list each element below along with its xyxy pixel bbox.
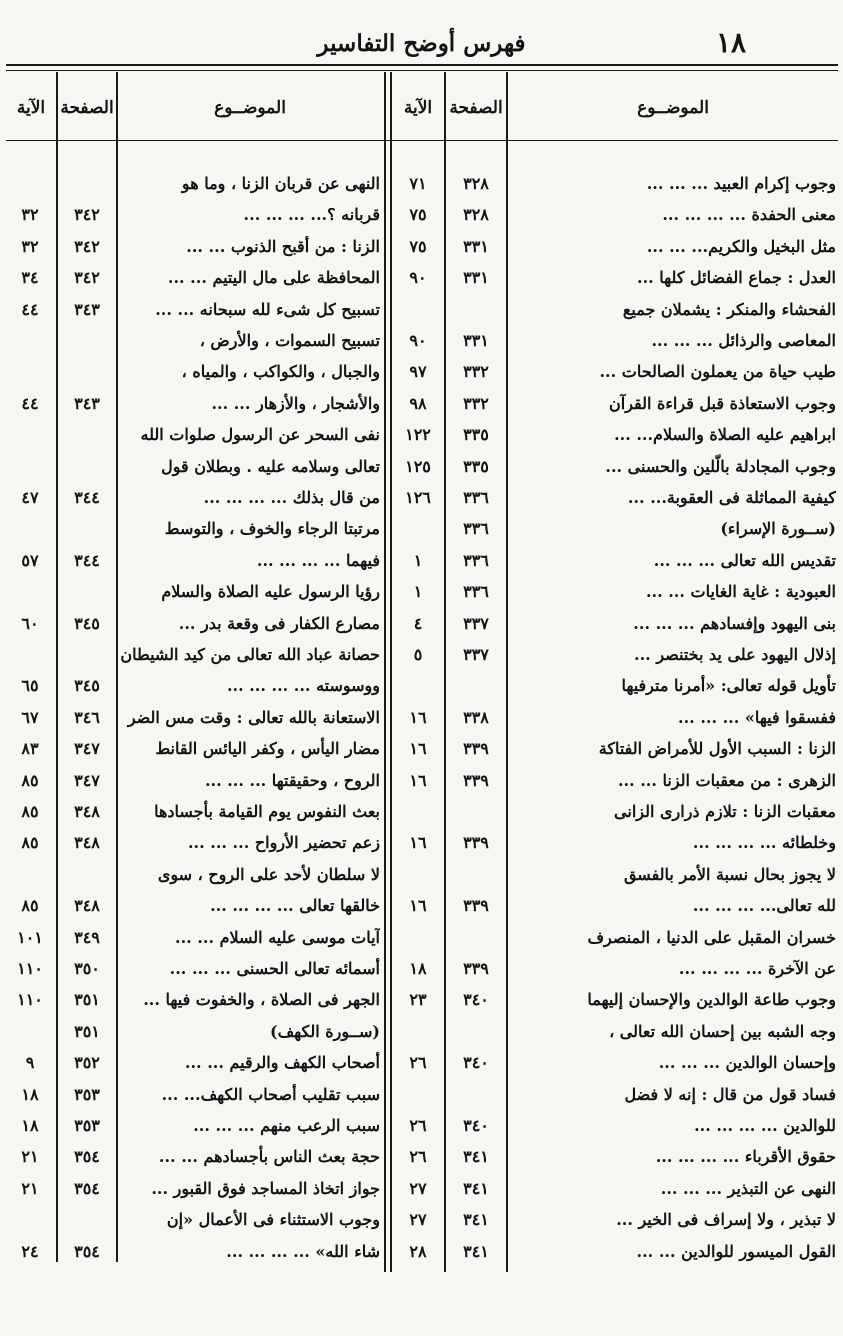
- index-entry-verse: ١٨: [21, 1084, 39, 1104]
- index-entry-page: ٣٤٩: [74, 927, 100, 947]
- index-entry-verse: [392, 670, 444, 702]
- index-entry-verse: [4, 356, 56, 388]
- index-entry-verse: [4, 168, 56, 200]
- index-entry-verse: [4, 1204, 56, 1236]
- index-entry-page: ٣٥٤: [74, 1147, 100, 1167]
- index-entry-page: ٣٣٦: [463, 488, 489, 507]
- index-entry-verse: ٢٧: [409, 1178, 427, 1198]
- index-entry-topic: مضار اليأس ، وكفر اليائس القانط: [155, 739, 380, 759]
- index-entry-page: ٣٥٤: [74, 1241, 100, 1261]
- index-entry-verse: [392, 513, 444, 545]
- index-entry-page: ٣٥٤: [74, 1178, 100, 1198]
- index-entry-verse: [4, 451, 56, 483]
- index-entry-topic: للوالدين ... ... ... ...: [694, 1116, 836, 1135]
- index-entry-verse: ٤٤: [21, 299, 39, 319]
- index-entry-verse: ٢١: [21, 1178, 39, 1198]
- index-entry-topic: تأويل قوله تعالى: «أمرنا مترفيها: [621, 676, 836, 696]
- index-entry-topic: والأشجار ، والأزهار ... ...: [211, 393, 380, 413]
- index-entry-topic: المعاصى والرذائل ... ... ...: [651, 331, 836, 350]
- index-entry-topic: زعم تحضير الأرواح ... ... ...: [187, 833, 380, 853]
- index-entry-page: ٣٣٩: [463, 896, 489, 916]
- index-entry-topic: معقبات الزنا : تلازم ذرارى الزانى: [614, 802, 836, 821]
- index-entry-page: [58, 356, 116, 388]
- index-entry-topic: الروح ، وحقيقتها ... ... ...: [204, 770, 380, 790]
- index-entry-verse: ٩٠: [409, 268, 427, 288]
- index-entry-topic: سبب الرعب منهم ... ... ...: [193, 1116, 380, 1135]
- index-entry-verse: ١٨: [409, 959, 427, 978]
- index-entry-page: [58, 576, 116, 608]
- index-entry-page: ٣٤٦: [74, 707, 100, 727]
- index-entry-topic: فيهما ... ... ... ...: [256, 550, 380, 570]
- index-entry-topic: العدل : جماع الفضائل كلها ...: [637, 268, 836, 288]
- index-entry-verse: ٥٧: [21, 550, 39, 570]
- index-entry-page: [446, 670, 506, 702]
- page-header: [0, 22, 843, 62]
- index-entry-verse: ٢٨: [409, 1241, 427, 1261]
- index-entry-page: ٣٤٨: [74, 802, 100, 821]
- index-entry-page: ٣٣٦: [463, 550, 489, 570]
- index-entry-page: [58, 451, 116, 483]
- index-entry-topic: حقوق الأقرباء ... ... ... ...: [655, 1147, 836, 1167]
- index-entry-topic: عن الآخرة ... ... ... ...: [678, 959, 836, 978]
- index-entry-page: ٣٣٥: [463, 425, 489, 445]
- index-entry-topic: مصارع الكفار فى وقعة بدر ...: [178, 613, 380, 633]
- index-entry-verse: ٩٨: [409, 393, 427, 413]
- index-entry-topic: وجوب الاستعاذة قبل قراءة القرآن: [609, 393, 836, 413]
- index-entry-topic: ووسوسته ... ... ... ...: [226, 676, 380, 696]
- index-entry-topic: نفى السحر عن الرسول صلوات الله: [140, 425, 380, 445]
- index-entry-page: ٣٣٧: [463, 613, 489, 633]
- index-entry-page: ٣٣٩: [463, 739, 489, 759]
- index-entry-verse: ١٨: [21, 1116, 39, 1135]
- index-entry-topic: لله تعالى... ... ... ...: [692, 896, 836, 916]
- index-entry-page: ٣٤١: [463, 1241, 489, 1261]
- index-entry-topic: النهى عن التبذير ... ... ...: [660, 1178, 836, 1198]
- index-entry-topic: (ســورة الإسراء): [720, 519, 836, 539]
- index-entry-topic: قربانه ؟... ... ... ...: [243, 205, 380, 225]
- index-entry-page: ٣٥١: [74, 990, 100, 1010]
- index-entry-page: [58, 168, 116, 200]
- index-entry-page: ٣٤٢: [74, 205, 100, 225]
- top-rule: [6, 64, 838, 66]
- index-entry-verse: ٢١: [21, 1147, 39, 1167]
- right-header-topic: الموضــوع: [637, 98, 709, 118]
- index-entry-page: ٣٤١: [463, 1147, 489, 1167]
- index-entry-page: ٣٣٥: [463, 456, 489, 476]
- index-entry-verse: [4, 859, 56, 891]
- index-entry-verse: ٢٧: [409, 1210, 427, 1230]
- index-entry-topic: القول الميسور للوالدين ... ...: [636, 1241, 836, 1261]
- index-entry-verse: [4, 325, 56, 357]
- index-entry-topic: الزنا : من أقبح الذنوب ... ...: [186, 236, 380, 256]
- index-entry-topic: الجهر فى الصلاة ، والخفوت فيها ...: [143, 990, 380, 1010]
- index-entry-verse: ٨٥: [21, 770, 39, 790]
- index-entry-topic: والجبال ، والكواكب ، والمياه ،: [181, 362, 380, 382]
- index-entry-topic: الفحشاء والمنكر : يشملان جميع: [622, 299, 836, 319]
- index-entry-topic: أصحاب الكهف والرقيم ... ...: [184, 1053, 380, 1073]
- index-entry-verse: [4, 513, 56, 545]
- index-entry-topic: المحافظة على مال اليتيم ... ...: [167, 268, 380, 288]
- index-entry-topic: مثل البخيل والكريم... ... ...: [646, 236, 836, 256]
- index-entry-topic: حصانة عباد الله تعالى من كيد الشيطان: [120, 645, 380, 664]
- index-entry-verse: ١٦: [409, 707, 427, 727]
- right-header-verse: الآية: [403, 98, 433, 118]
- page-number: ١٨: [716, 26, 747, 59]
- index-entry-page: ٣٣٩: [463, 959, 489, 978]
- index-entry-topic: من قال بذلك ... ... ... ...: [203, 488, 380, 507]
- index-entry-verse: ٢٦: [409, 1116, 427, 1135]
- index-entry-verse: ١٦: [409, 739, 427, 759]
- index-entry-page: ٣٤٠: [463, 990, 489, 1010]
- index-entry-topic: وإحسان الوالدين ... ... ...: [658, 1053, 836, 1073]
- index-entry-page: ٣٣٦: [463, 519, 489, 539]
- index-entry-verse: ٨٥: [21, 802, 39, 821]
- index-entry-page: ٣٤٤: [74, 488, 100, 507]
- index-entry-page: ٣٥٠: [74, 959, 100, 978]
- index-entry-verse: [4, 639, 56, 671]
- index-entry-page: ٣٢٨: [463, 174, 489, 193]
- index-entry-topic: فساد قول من قال : إنه لا فضل: [624, 1084, 836, 1104]
- index-entry-verse: [4, 576, 56, 608]
- index-entry-verse: ١: [413, 582, 423, 602]
- top-rule-inner: [6, 70, 838, 71]
- index-entry-page: ٣٥٣: [74, 1084, 100, 1104]
- left-header-topic: الموضــوع: [214, 98, 286, 118]
- index-entry-page: ٣٣٦: [463, 582, 489, 602]
- index-entry-topic: تسبيح السموات ، والأرض ،: [199, 331, 380, 350]
- index-entry-topic: وجوب المجادلة بالّلين والحسنى ...: [605, 456, 836, 476]
- index-entry-verse: ٨٥: [21, 896, 39, 916]
- index-entry-verse: ٨٥: [21, 833, 39, 853]
- index-entry-topic: خسران المقبل على الدنيا ، المنصرف: [587, 927, 836, 947]
- index-entry-page: [58, 1204, 116, 1236]
- index-entry-verse: ٢٣: [409, 990, 427, 1010]
- index-entry-topic: تسبيح كل شىء لله سبحانه ... ...: [155, 299, 380, 319]
- index-entry-page: ٣٤٣: [74, 299, 100, 319]
- index-entry-page: ٣٤٠: [463, 1053, 489, 1073]
- index-entry-topic: الزنا : السبب الأول للأمراض الفتاكة: [598, 739, 836, 759]
- index-entry-verse: ١: [413, 550, 423, 570]
- index-entry-verse: ٣٤: [21, 268, 39, 288]
- index-entry-verse: ٩٧: [409, 362, 427, 382]
- index-entry-verse: ٨٣: [21, 739, 39, 759]
- index-entry-topic: (ســورة الكهف): [270, 1021, 380, 1041]
- index-entry-page: ٣٣٨: [463, 707, 489, 727]
- index-entry-page: ٣٢٨: [463, 205, 489, 225]
- index-entry-verse: ٩٠: [409, 331, 427, 350]
- index-entry-page: [58, 859, 116, 891]
- index-entry-verse: ٥: [413, 645, 423, 664]
- index-entry-verse: ٦٧: [21, 707, 39, 727]
- index-entry-topic: تقديس الله تعالى ... ... ...: [653, 550, 836, 570]
- index-entry-topic: بنى اليهود وإفسادهم ... ... ...: [633, 613, 836, 633]
- index-entry-verse: ٣٢: [21, 236, 39, 256]
- index-entry-page: [58, 419, 116, 451]
- index-entry-verse: ١٦: [409, 770, 427, 790]
- divider-left-page: [116, 72, 118, 1262]
- index-entry-verse: ١٦: [409, 833, 427, 853]
- index-entry-verse: [4, 1016, 56, 1048]
- index-entry-page: [446, 1016, 506, 1048]
- index-entry-topic: خالقها تعالى ... ... ... ...: [210, 896, 380, 916]
- index-entry-page: ٣٤٥: [74, 613, 100, 633]
- index-entry-topic: جواز اتخاذ المساجد فوق القبور ...: [151, 1178, 380, 1198]
- index-entry-topic: وجوب إكرام العبيد ... ... ...: [646, 174, 836, 193]
- index-entry-page: [446, 294, 506, 326]
- index-entry-verse: ١١٠: [17, 990, 43, 1010]
- index-entry-page: ٣٣١: [463, 331, 489, 350]
- index-entry-verse: ٣٢: [21, 205, 39, 225]
- index-entry-verse: ٩: [25, 1053, 35, 1073]
- index-entry-verse: [392, 294, 444, 326]
- index-entry-page: ٣٣٢: [463, 393, 489, 413]
- index-entry-page: [446, 922, 506, 954]
- index-entry-verse: [392, 1079, 444, 1111]
- index-entry-verse: ٤٧: [21, 488, 39, 507]
- index-entry-verse: ١٦: [409, 896, 427, 916]
- index-entry-topic: لا تبذير ، ولا إسراف فى الخير ...: [616, 1210, 836, 1230]
- index-entry-page: ٣٤٢: [74, 268, 100, 288]
- index-entry-verse: ١٢٦: [405, 488, 431, 507]
- index-entry-topic: معنى الحفدة ... ... ... ...: [662, 205, 836, 225]
- index-entry-page: [446, 1079, 506, 1111]
- index-entry-topic: وجوب الاستثناء فى الأعمال «إن: [166, 1210, 380, 1230]
- index-entry-page: ٣٤٢: [74, 236, 100, 256]
- index-entry-topic: الاستعانة بالله تعالى : وقت مس الضر: [127, 707, 380, 727]
- index-entry-page: ٣٣١: [463, 268, 489, 288]
- index-entry-page: [58, 513, 116, 545]
- index-entry-page: ٣٣٧: [463, 645, 489, 664]
- divider-center-a: [384, 72, 386, 1272]
- index-entry-topic: النهى عن قربان الزنا ، وما هو: [181, 174, 380, 193]
- index-entry-topic: سبب تقليب أصحاب الكهف... ...: [161, 1084, 380, 1104]
- index-entry-page: ٣٤٥: [74, 676, 100, 696]
- index-entry-topic: شاء الله» ... ... ... ...: [226, 1241, 380, 1261]
- index-entry-page: ٣٤٨: [74, 896, 100, 916]
- index-entry-topic: ففسقوا فيها» ... ... ...: [678, 707, 836, 727]
- index-entry-verse: ١١٠: [17, 959, 43, 978]
- index-entry-topic: رؤيا الرسول عليه الصلاة والسلام: [161, 582, 380, 602]
- index-entry-topic: ابراهيم عليه الصلاة والسلام... ...: [614, 425, 836, 445]
- index-entry-topic: كيفية المماثلة فى العقوبة... ...: [627, 488, 836, 507]
- index-entry-verse: ٢٦: [409, 1147, 427, 1167]
- index-entry-page: ٣٣٢: [463, 362, 489, 382]
- index-entry-verse: [4, 419, 56, 451]
- index-entry-topic: وخلطائه ... ... ... ...: [692, 833, 836, 853]
- index-entry-verse: ٦٥: [21, 676, 39, 696]
- index-entry-page: ٣٤٣: [74, 393, 100, 413]
- left-header-page: الصفحة: [60, 98, 114, 118]
- index-entry-topic: لا سلطان لأحد على الروح ، سوى: [157, 864, 380, 884]
- page-title: فهرس أوضح التفاسير: [317, 30, 526, 57]
- index-entry-page: [446, 796, 506, 828]
- index-entry-topic: طيب حياة من يعملون الصالحات ...: [599, 362, 836, 382]
- index-entry-topic: العبودية : غاية الغايات ... ...: [645, 582, 836, 602]
- index-entry-verse: [392, 859, 444, 891]
- divider-right-page: [506, 72, 508, 1272]
- index-entry-page: ٣٤٧: [74, 770, 100, 790]
- index-entry-topic: آيات موسى عليه السلام ... ...: [175, 927, 380, 947]
- index-entry-topic: تعالى وسلامه عليه . وبطلان قول: [161, 456, 380, 476]
- index-entry-verse: ١٠١: [17, 927, 43, 947]
- index-entry-page: ٣٣١: [463, 236, 489, 256]
- index-entry-verse: ٧٥: [409, 205, 427, 225]
- index-entry-verse: ٢٦: [409, 1053, 427, 1073]
- index-entry-page: ٣٤١: [463, 1210, 489, 1230]
- index-entry-verse: ٧٥: [409, 236, 427, 256]
- index-entry-page: [58, 639, 116, 671]
- index-entry-page: ٣٥١: [74, 1021, 100, 1041]
- index-entry-topic: بعث النفوس يوم القيامة بأجسادها: [154, 802, 380, 821]
- index-entry-topic: الزهرى : من معقبات الزنا ... ...: [617, 770, 836, 790]
- index-entry-page: ٣٣٩: [463, 833, 489, 853]
- index-entry-verse: ٢٤: [21, 1241, 39, 1261]
- index-entry-verse: ١٢٥: [405, 456, 431, 476]
- index-entry-verse: ٧١: [409, 174, 427, 193]
- index-entry-page: ٣٤٨: [74, 833, 100, 853]
- index-entry-topic: لا يجوز بحال نسبة الأمر بالفسق: [623, 864, 836, 884]
- index-entry-page: ٣٤١: [463, 1178, 489, 1198]
- index-entry-topic: إذلال اليهود على يد بختنصر ...: [634, 645, 836, 664]
- index-entry-verse: ١٢٢: [405, 425, 431, 445]
- index-entry-verse: ٤: [413, 613, 423, 633]
- index-entry-page: ٣٤٠: [463, 1116, 489, 1135]
- index-entry-verse: [392, 922, 444, 954]
- index-entry-topic: مرتبتا الرجاء والخوف ، والتوسط: [164, 519, 380, 539]
- index-entry-verse: [392, 796, 444, 828]
- index-entry-verse: ٤٤: [21, 393, 39, 413]
- index-entry-page: [446, 859, 506, 891]
- index-entry-page: [58, 325, 116, 357]
- left-header-verse: الآية: [16, 98, 46, 118]
- header-rule: [6, 140, 838, 141]
- index-entry-page: ٣٥٢: [74, 1053, 100, 1073]
- index-entry-topic: وجه الشبه بين إحسان الله تعالى ،: [609, 1021, 836, 1041]
- index-entry-page: ٣٣٩: [463, 770, 489, 790]
- index-entry-page: ٣٤٤: [74, 550, 100, 570]
- index-entry-topic: حجة بعث الناس بأجسادهم ... ...: [158, 1147, 380, 1167]
- index-entry-topic: وجوب طاعة الوالدين والإحسان إليهما: [587, 990, 836, 1010]
- index-entry-verse: [392, 1016, 444, 1048]
- index-entry-topic: أسمائه تعالى الحسنى ... ... ...: [169, 959, 380, 978]
- right-header-page: الصفحة: [449, 98, 503, 118]
- index-entry-page: ٣٥٣: [74, 1116, 100, 1135]
- index-entry-page: ٣٤٧: [74, 739, 100, 759]
- index-entry-verse: ٦٠: [21, 613, 39, 633]
